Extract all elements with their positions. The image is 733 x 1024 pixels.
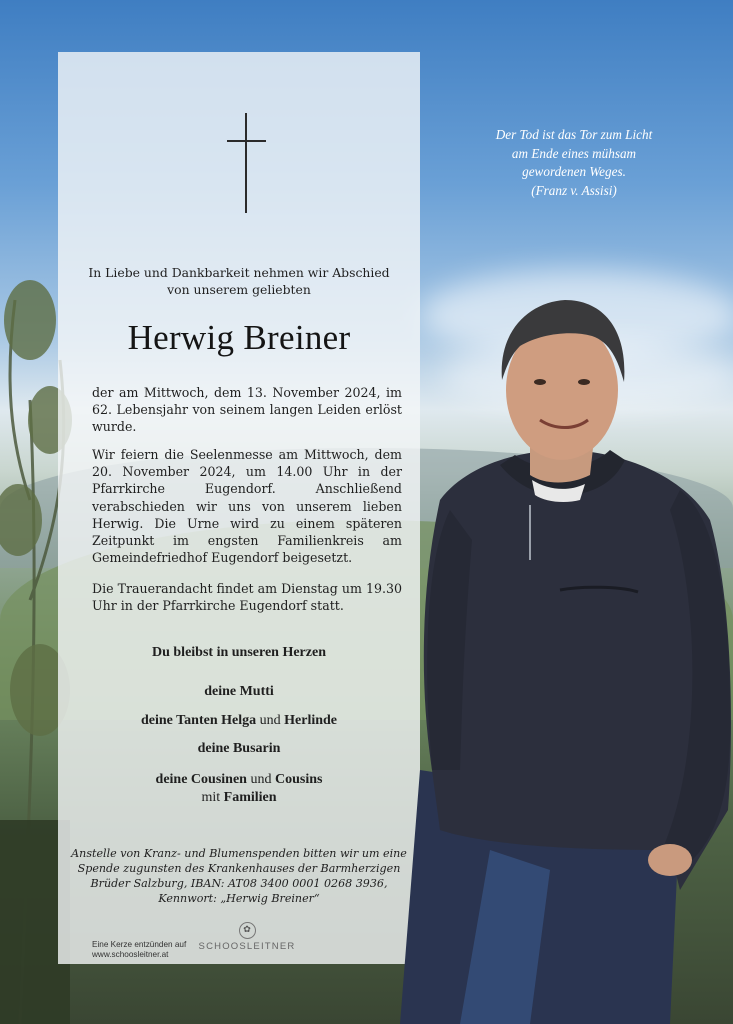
mourner-tanten-prefix: deine Tanten Helga bbox=[140, 713, 257, 728]
mourner-cousinen-name: Cousins bbox=[274, 772, 323, 787]
mourner-mit: mit bbox=[201, 790, 221, 805]
candle-website-link[interactable]: www.schoosleitner.at bbox=[92, 950, 169, 959]
portrait-photo bbox=[380, 290, 733, 1024]
death-paragraph: der am Mittwoch, dem 13. November 2024, im 62. Lebensjahr von seinem langen Leiden erlöst wurde. bbox=[92, 385, 402, 435]
quote-author: (Franz v. Assisi) bbox=[531, 182, 617, 198]
donation-note bbox=[58, 846, 420, 906]
mourner-busarin: deine Busarin bbox=[197, 741, 281, 756]
mourner-cousinen-und: und bbox=[250, 772, 272, 787]
intro-text bbox=[58, 264, 420, 298]
quote-line-1: Der Tod ist das Tor zum Licht bbox=[495, 127, 653, 142]
mourner-cousinen bbox=[58, 771, 420, 807]
donation-line-1: Anstelle von Kranz- und Blumenspenden bitten wir um eine bbox=[71, 847, 407, 860]
logo-emblem-icon: ✿ bbox=[239, 922, 256, 939]
intro-line-1: In Liebe und Dankbarkeit nehmen wir Abschied bbox=[88, 265, 390, 280]
intro-line-2: von unserem geliebten bbox=[167, 282, 311, 297]
donation-line-4: Kennwort: „Herwig Breiner“ bbox=[158, 892, 320, 905]
candle-line-1: Eine Kerze entzünden auf bbox=[92, 940, 187, 949]
mourner-mutti: deine Mutti bbox=[204, 684, 274, 699]
mass-paragraph: Wir feiern die Seelenmesse am Mittwoch, dem 20. November 2024, um 14.00 Uhr in der Pfarrkirche Eugendorf. Anschließend verabschieden wir uns von unserem lieben Herwig. Die Urne wird zu einem späteren Zeitpunkt im engsten Familienkreis am Gemeindefriedhof Eugendorf beigesetzt. bbox=[92, 447, 402, 566]
mourners-heading: Du bleibst in unseren Herzen bbox=[152, 645, 326, 660]
mourner-cousinen-prefix: deine Cousinen bbox=[155, 772, 247, 787]
mourner-tanten-name: Herlinde bbox=[284, 713, 338, 728]
mourner-tanten-und: und bbox=[259, 713, 281, 728]
funeral-home-logo bbox=[198, 922, 296, 952]
cross-icon bbox=[245, 113, 247, 213]
deceased-name: Herwig Breiner bbox=[127, 318, 351, 357]
quote-block bbox=[466, 126, 682, 200]
devotion-paragraph: Die Trauerandacht findet am Dienstag um 19.30 Uhr in der Pfarrkirche Eugendorf statt. bbox=[92, 581, 402, 614]
donation-line-2: Spende zugunsten des Krankenhauses der Barmherzigen bbox=[77, 862, 401, 875]
quote-line-3: gewordenen Weges. bbox=[522, 164, 626, 179]
mourner-tanten bbox=[58, 713, 420, 729]
quote-line-2: am Ende eines mühsam bbox=[511, 145, 637, 161]
cross-icon-bar bbox=[227, 140, 266, 142]
mourner-familien: Familien bbox=[223, 790, 277, 805]
candle-note bbox=[92, 940, 186, 960]
donation-line-3: Brüder Salzburg, IBAN: AT08 3400 0001 0268 3936, bbox=[90, 877, 388, 890]
logo-name: SCHOOSLEITNER bbox=[198, 941, 296, 952]
